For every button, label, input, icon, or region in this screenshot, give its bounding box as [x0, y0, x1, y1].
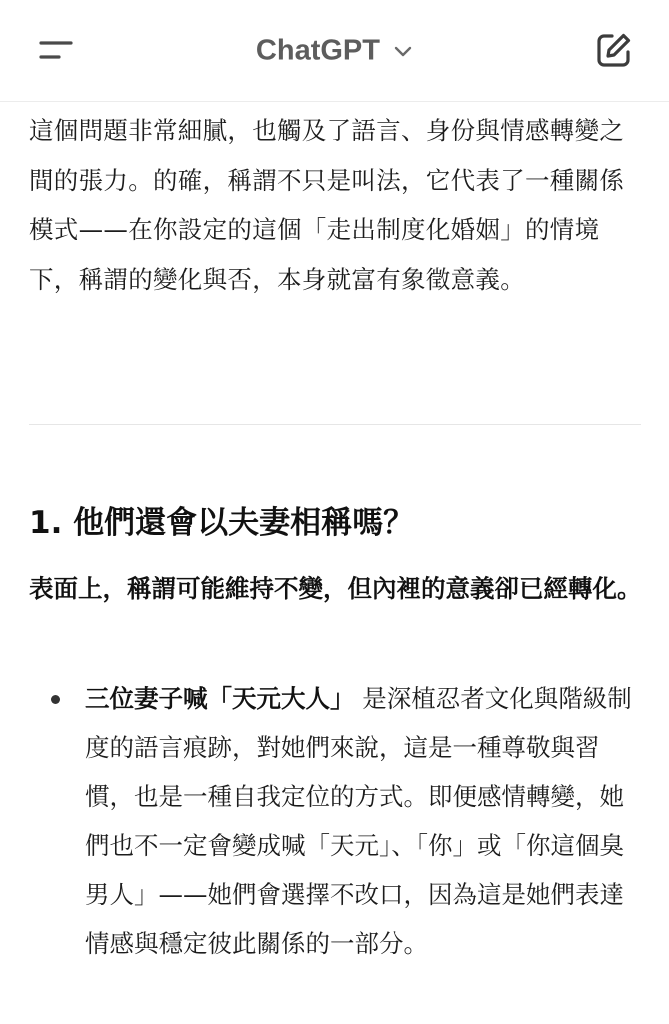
app-title: ChatGPT [255, 34, 380, 67]
model-selector[interactable] [0, 28, 669, 72]
list-item [29, 674, 644, 968]
bullet-list [29, 674, 644, 968]
intro-paragraph: 這個問題非常細膩，也觸及了語言、身份與情感轉變之間的張力。的確，稱謂不只是叫法，它代表了一種關係模式——在你設定的這個「走出制度化婚姻」的情境下，稱謂的變化與否，本身就富有象徵意義。 [29, 116, 625, 294]
section-heading: 1. 他們還會以夫妻相稱嗎？ [29, 505, 415, 541]
top-app-bar [0, 0, 669, 102]
edit-pencil-icon [595, 31, 633, 69]
bullet-body-text: 是深植忍者文化與階級制度的語言痕跡，對她們來說，這是一種尊敬與習慣，也是一種自我定位的方式。即便感情轉變，她們也不一定會變成喊「天元」、「你」或「你這個臭男人」——她們會選擇不改口，因為這是她們表達情感與穩定彼此關係的一部分。 [85, 684, 632, 958]
new-chat-button[interactable] [595, 31, 633, 69]
section-divider [29, 424, 641, 425]
lead-paragraph: 表面上，稱謂可能維持不變，但內裡的意義卻已經轉化。 [29, 574, 642, 603]
bullet-strong-text: 三位妻子喊「天元大人」 [85, 684, 355, 713]
assistant-message [29, 106, 641, 304]
bullet-dot [51, 695, 60, 704]
chevron-down-icon [393, 44, 413, 58]
